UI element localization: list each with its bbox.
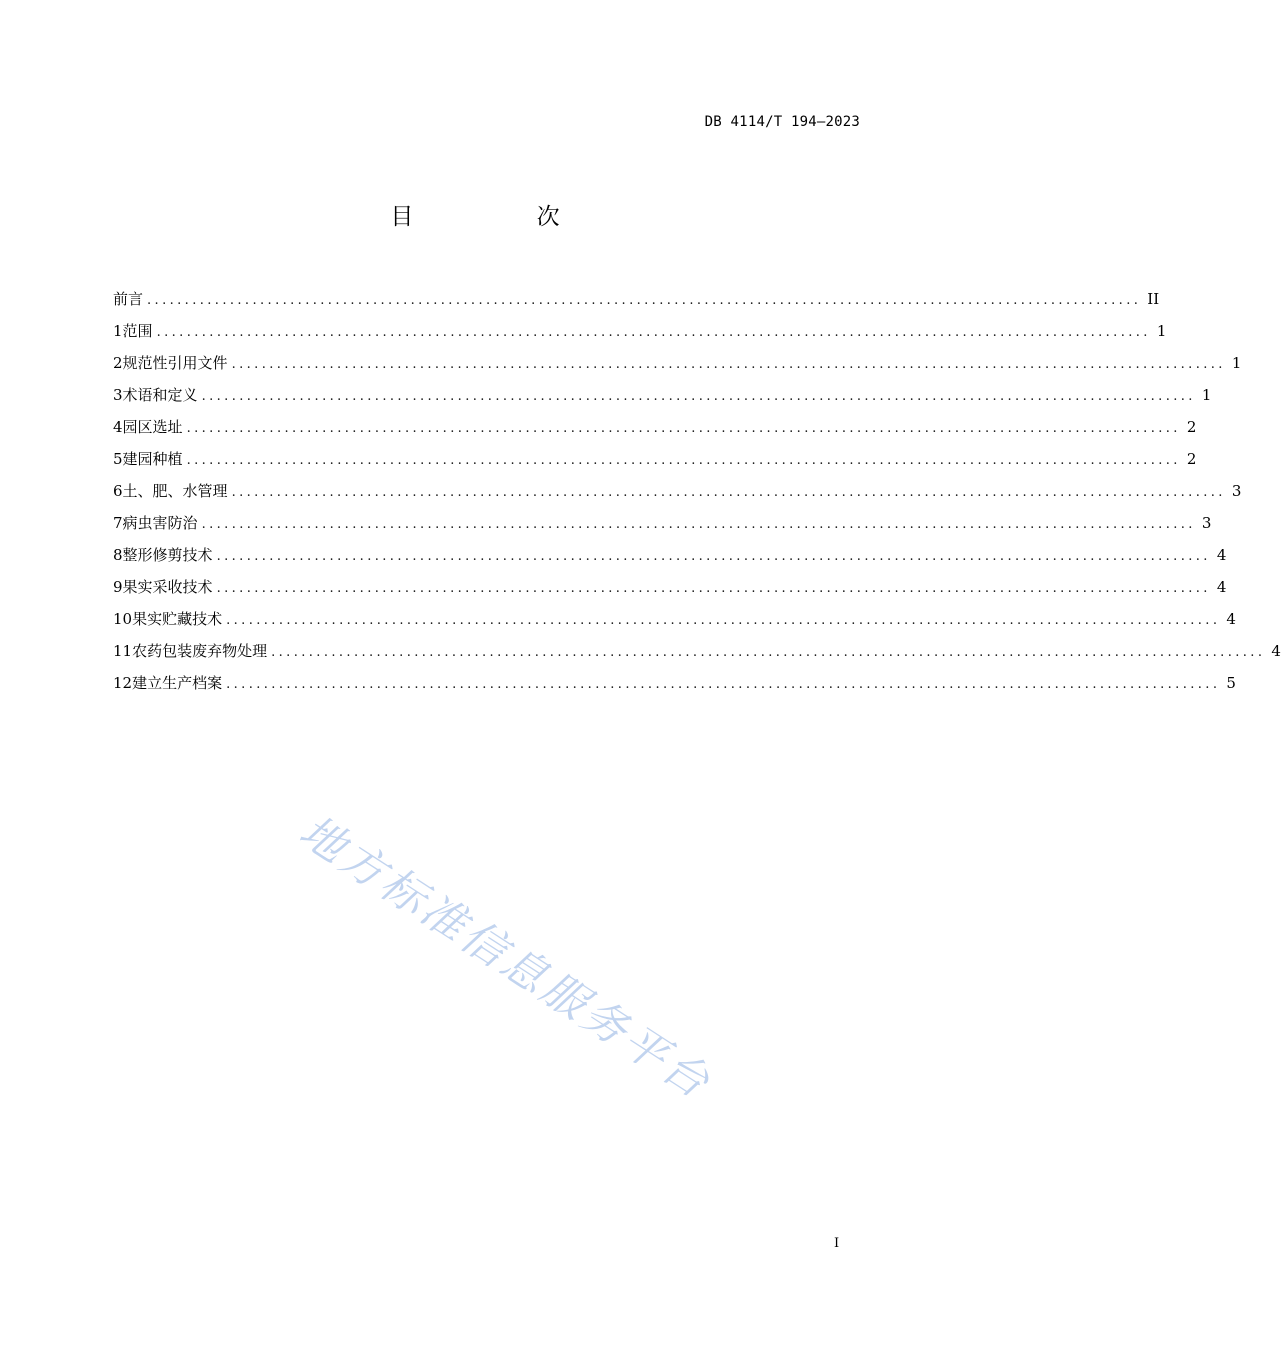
page-number: I (834, 1236, 840, 1251)
toc-entry-page: 3 (1231, 482, 1242, 500)
toc-entry-number: 9 (113, 578, 123, 596)
toc-entry-label: 建立生产档案 (132, 674, 223, 692)
toc-entry-number: 10 (113, 610, 133, 628)
toc-entry-page: 4 (1226, 610, 1236, 628)
toc-entry-label: 病虫害防治 (122, 514, 198, 532)
toc-entry-label: 建园种植 (122, 450, 183, 468)
toc-entry-label: 术语和定义 (122, 386, 198, 404)
toc-entry-number: 6 (113, 482, 123, 500)
toc-entry-page: 2 (1186, 418, 1197, 436)
toc-entry-page: 1 (1156, 322, 1167, 340)
toc-entry-number: 11 (113, 642, 133, 660)
toc-leader-dots: .................................................................................................................................... (226, 613, 1221, 628)
toc-leader-dots: .................................................................................................................................... (201, 389, 1196, 404)
toc-entry-label: 范围 (122, 322, 153, 340)
toc-entry-label: 农药包装废弃物处理 (132, 642, 268, 660)
toc-entry-orchard-planting[interactable] (113, 448, 1197, 480)
toc-entry-label: 规范性引用文件 (122, 354, 228, 372)
toc-entry-soil-fertilizer-water[interactable] (113, 480, 1242, 512)
toc-entry-terms-definitions[interactable] (113, 384, 1212, 416)
toc-leader-dots: .................................................................................................................................... (271, 645, 1266, 660)
toc-entry-normative-references[interactable] (113, 352, 1242, 384)
toc-leader-dots: .................................................................................................................................... (156, 325, 1151, 340)
toc-entry-pruning[interactable] (113, 544, 1227, 576)
toc-entry-number: 3 (113, 386, 123, 404)
toc-entry-foreword[interactable] (113, 288, 1160, 320)
toc-entry-number: 1 (113, 322, 123, 340)
toc-entry-scope[interactable] (113, 320, 1167, 352)
toc-entry-number: 8 (113, 546, 123, 564)
toc-entry-page: 4 (1216, 546, 1227, 564)
toc-leader-dots: .................................................................................................................................... (201, 517, 1196, 532)
table-of-contents (113, 288, 1281, 704)
toc-entry-number: 2 (113, 354, 123, 372)
toc-entry-number: 7 (113, 514, 123, 532)
toc-entry-storage[interactable] (113, 608, 1236, 640)
toc-entry-page: 3 (1201, 514, 1212, 532)
toc-leader-dots: .................................................................................................................................... (186, 453, 1181, 468)
toc-entry-page: 1 (1201, 386, 1212, 404)
toc-leader-dots: .................................................................................................................................... (216, 549, 1211, 564)
toc-entry-page: 5 (1226, 674, 1236, 692)
toc-leader-dots: .................................................................................................................................... (216, 581, 1211, 596)
toc-entry-label: 果实贮藏技术 (132, 610, 223, 628)
toc-entry-page: II (1147, 290, 1160, 308)
toc-entry-label: 前言 (113, 290, 144, 308)
toc-entry-label: 整形修剪技术 (122, 546, 213, 564)
toc-entry-label: 果实采收技术 (122, 578, 213, 596)
toc-entry-page: 2 (1186, 450, 1197, 468)
toc-entry-number: 12 (113, 674, 133, 692)
standard-code: DB 4114/T 194—2023 (704, 114, 860, 130)
watermark: 地方标准信息服务平台 (290, 805, 721, 1110)
toc-entry-production-records[interactable] (113, 672, 1236, 704)
toc-leader-dots: .................................................................................................................................... (147, 293, 1142, 308)
toc-leader-dots: .................................................................................................................................... (226, 677, 1221, 692)
toc-leader-dots: .................................................................................................................................... (231, 357, 1226, 372)
toc-entry-label: 土、肥、水管理 (122, 482, 228, 500)
toc-entry-number: 5 (113, 450, 123, 468)
toc-leader-dots: .................................................................................................................................... (231, 485, 1226, 500)
toc-leader-dots: .................................................................................................................................... (186, 421, 1181, 436)
toc-entry-site-selection[interactable] (113, 416, 1197, 448)
toc-entry-number: 4 (113, 418, 123, 436)
toc-entry-page: 4 (1216, 578, 1227, 596)
toc-title: 目 次 (390, 204, 618, 230)
toc-entry-harvesting[interactable] (113, 576, 1227, 608)
toc-entry-page: 1 (1231, 354, 1242, 372)
toc-entry-page: 4 (1271, 642, 1281, 660)
toc-entry-label: 园区选址 (122, 418, 183, 436)
toc-entry-pest-control[interactable] (113, 512, 1212, 544)
toc-entry-pesticide-waste[interactable] (113, 640, 1281, 672)
